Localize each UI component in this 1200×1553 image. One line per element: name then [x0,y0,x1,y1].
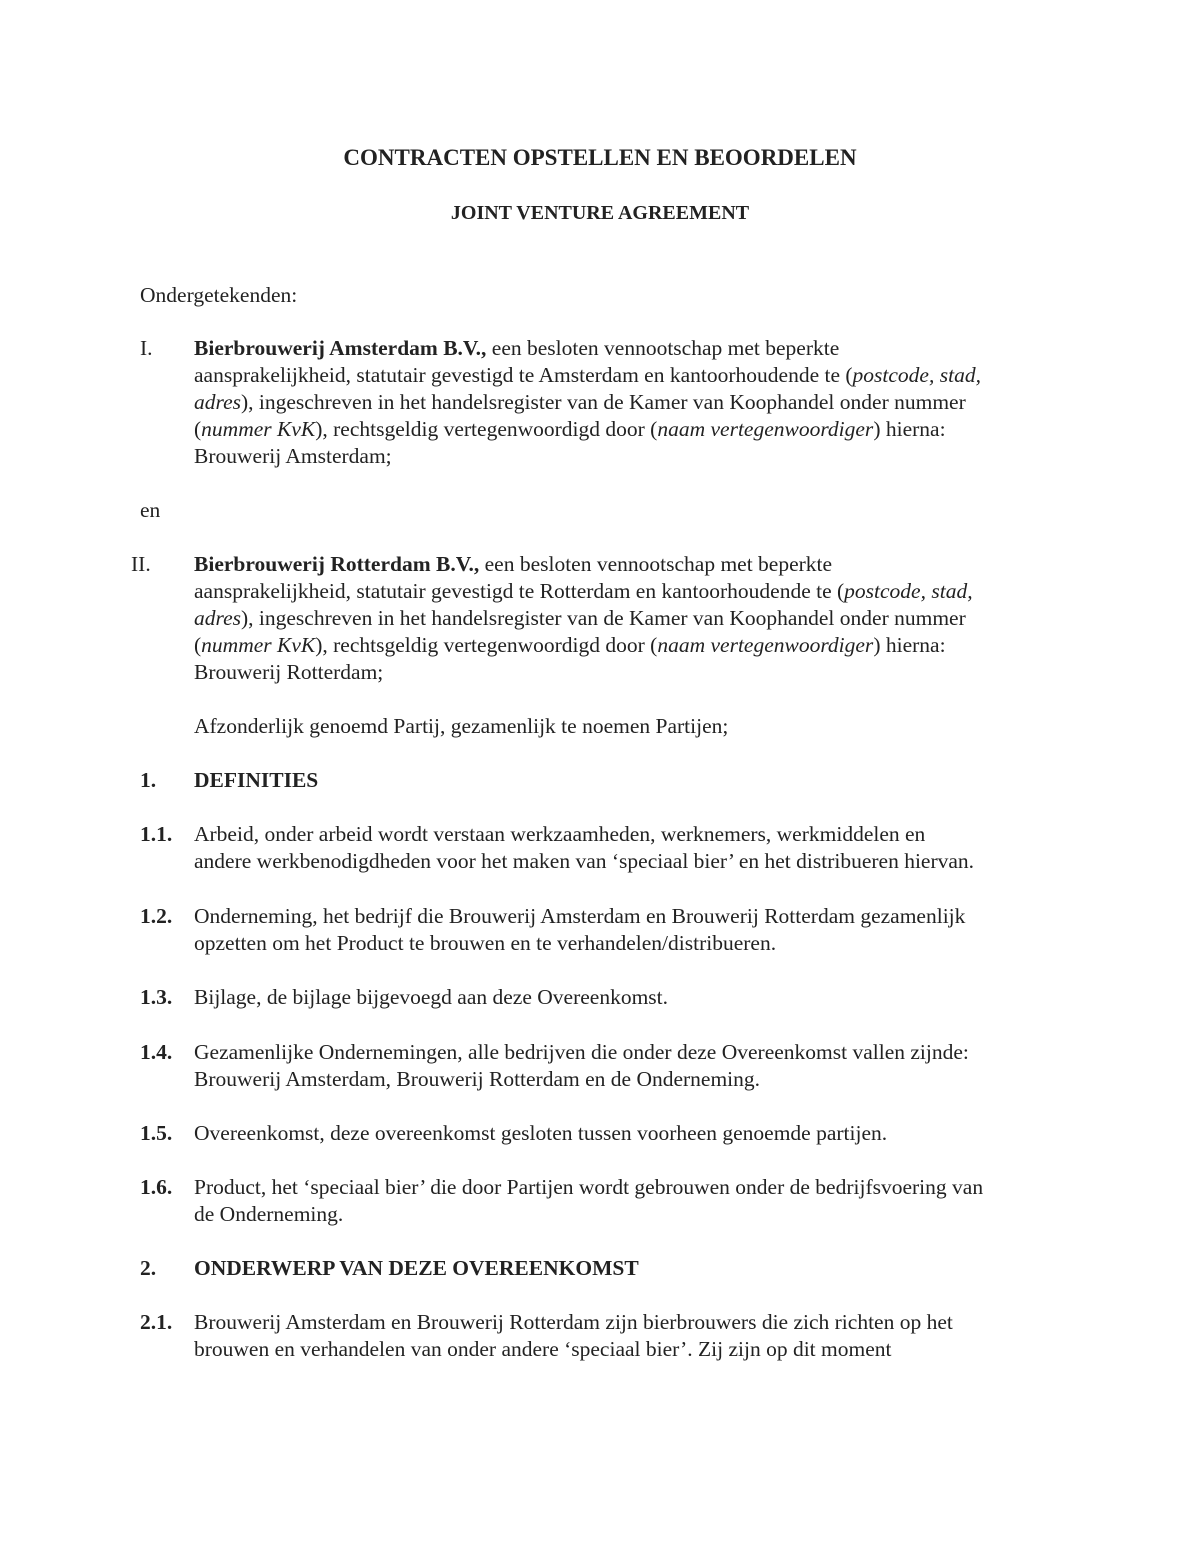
section-title: DEFINITIES [194,768,319,792]
intro-text: Ondergetekenden: [140,283,298,307]
clause-number: 1.6. [140,1175,173,1199]
clause-text: Product, het ‘speciaal bier’ die door Partijen wordt gebrouwen onder de bedrijfsvoering van de Onderneming. [194,1175,984,1226]
section-number: 1. [140,768,157,792]
party-1-number: I. [140,336,153,360]
document-title: CONTRACTEN OPSTELLEN EN BEOORDELEN [343,145,857,170]
clause-number: 2.1. [140,1310,173,1334]
party-1-name: Bierbrouwerij Amsterdam B.V., [194,336,487,360]
clause-number: 1.4. [140,1040,173,1064]
party-2-text: Bierbrouwerij Rotterdam B.V., een besloten vennootschap met beperkte aansprakelijkheid, statutair gevestigd te Rotterdam en kantoorhoudende te (postcode, stad, adres), ingeschreven in het handelsregister van de Kamer van Koophandel onder nummer (nummer KvK), rechtsgeldig vertegenwoordigd door (naam vertegenwoordiger) hierna: Brouwerij Rotterdam; [194,552,973,684]
clause-number: 1.2. [140,904,173,928]
clause-text: Overeenkomst, deze overeenkomst gesloten tussen voorheen genoemde partijen. [194,1121,888,1145]
parties-note: Afzonderlijk genoemd Partij, gezamenlijk te noemen Partijen; [194,714,729,738]
clause-text: Gezamenlijke Ondernemingen, alle bedrijven die onder deze Overeenkomst vallen zijnde: Brouwerij Amsterdam, Brouwerij Rotterdam en de Onderneming. [194,1040,969,1091]
party-2-number: II. [131,552,151,576]
party-2-name: Bierbrouwerij Rotterdam B.V., [194,552,480,576]
clause-number: 1.3. [140,985,173,1009]
conjunction-text: en [140,498,161,522]
clause-text: Arbeid, onder arbeid wordt verstaan werkzaamheden, werknemers, werkmiddelen en andere werkbenodigdheden voor het maken van ‘speciaal bier’ en het distribueren hiervan. [194,822,975,873]
clause-text: Onderneming, het bedrijf die Brouwerij Amsterdam en Brouwerij Rotterdam gezamenlijk opzetten om het Product te brouwen en te verhandelen/distribueren. [194,904,966,955]
clause-number: 1.5. [140,1121,173,1145]
section-number: 2. [140,1256,157,1280]
clause-text: Bijlage, de bijlage bijgevoegd aan deze Overeenkomst. [194,985,669,1009]
party-1-text: Bierbrouwerij Amsterdam B.V., een besloten vennootschap met beperkte aansprakelijkheid, statutair gevestigd te Amsterdam en kantoorhoudende te (postcode, stad, adres), ingeschreven in het handelsregister van de Kamer van Koophandel onder nummer (nummer KvK), rechtsgeldig vertegenwoordigd door (naam vertegenwoordiger) hierna: Brouwerij Amsterdam; [194,336,981,468]
clause-number: 1.1. [140,822,173,846]
document-subtitle: JOINT VENTURE AGREEMENT [450,202,750,224]
section-title: ONDERWERP VAN DEZE OVEREENKOMST [194,1256,639,1280]
clause-text: Brouwerij Amsterdam en Brouwerij Rotterdam zijn bierbrouwers die zich richten op het brouwen en verhandelen van onder andere ‘speciaal bier’. Zij zijn op dit moment [194,1310,953,1361]
